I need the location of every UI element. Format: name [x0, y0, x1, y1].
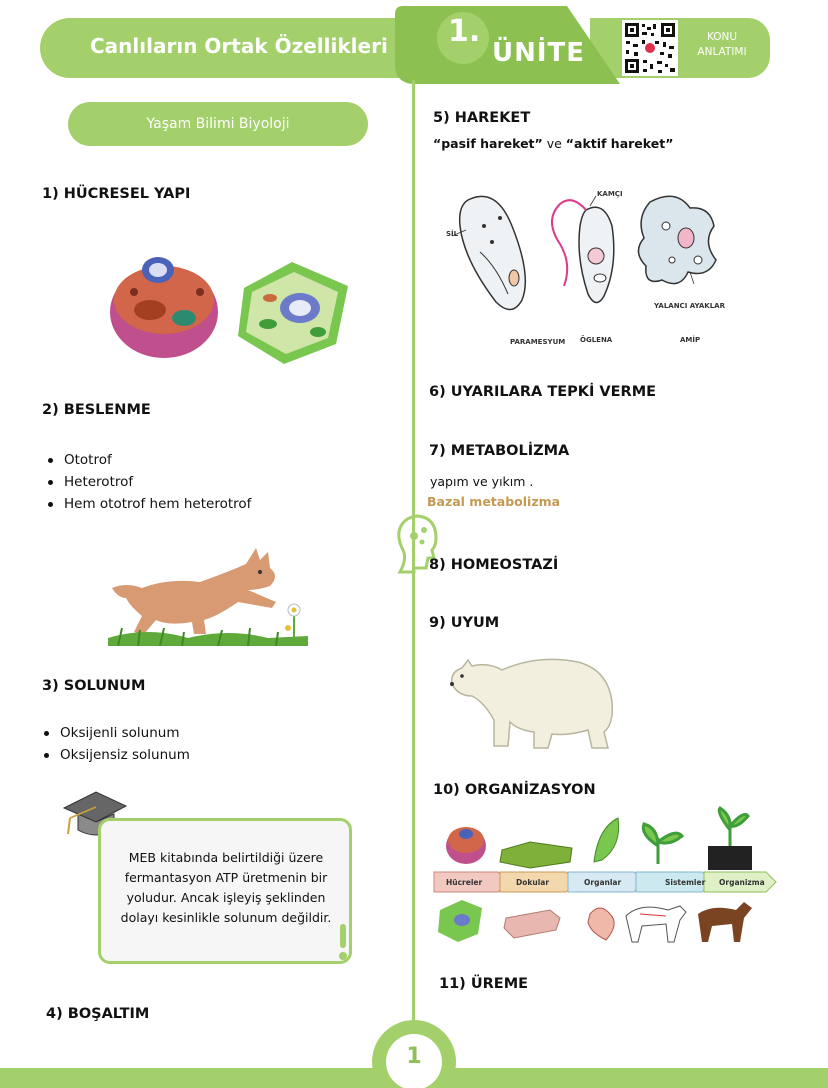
heading-organizasyon: 10) ORGANİZASYON	[433, 782, 596, 798]
org-label-hucreler: Hücreler	[446, 878, 483, 887]
list-item: Ototrof	[46, 449, 251, 471]
heading-bosaltim: 4) BOŞALTIM	[46, 1006, 150, 1022]
label-yalanci-ayaklar: YALANCI AYAKLAR	[654, 302, 725, 310]
polar-bear-illustration	[448, 650, 616, 754]
metabolizma-text: yapım ve yıkım .	[430, 474, 534, 489]
pasif-hareket: “pasif hareket”	[433, 136, 543, 151]
konu-line2: ANLATIMI	[697, 46, 747, 58]
konu-line1: KONU	[706, 31, 738, 43]
exclamation-icon	[336, 924, 350, 962]
qr-code-icon[interactable]	[622, 20, 678, 76]
heading-hucresel-yapi: 1) HÜCRESEL YAPI	[42, 186, 191, 202]
note-line: dolayı kesinlikle solunum değildir.	[120, 910, 332, 925]
org-label-organlar: Organlar	[584, 878, 622, 887]
bazal-metabolizma: Bazal metabolizma	[427, 494, 561, 509]
label-amip: AMİP	[680, 336, 701, 344]
aktif-hareket: “aktif hareket”	[565, 136, 674, 151]
heading-uyarilara-tepki: 6) UYARILARA TEPKİ VERME	[429, 384, 657, 400]
label-sil: SİL	[446, 230, 459, 238]
subject-pill: Yaşam Bilimi Biyoloji	[68, 102, 368, 146]
cat-illustration	[108, 542, 308, 646]
note-line: fermantasyon ATP üretmenin bir	[124, 870, 328, 885]
note-text	[106, 848, 346, 928]
konu-anlatimi-label	[690, 30, 754, 60]
cells-illustration	[104, 252, 360, 372]
note-line: MEB kitabında belirtildiği üzere	[128, 850, 324, 865]
org-label-dokular: Dokular	[516, 878, 550, 887]
heading-homeostazi: 8) HOMEOSTAZİ	[429, 557, 559, 573]
heading-uyum: 9) UYUM	[429, 615, 500, 631]
list-item: Oksijensiz solunum	[42, 744, 190, 766]
protists-illustration	[440, 186, 730, 336]
organization-illustration	[430, 806, 780, 946]
list-item: Heterotrof	[46, 471, 251, 493]
hareket-subline	[433, 136, 673, 151]
ve-text: ve	[542, 136, 566, 151]
org-label-organizma: Organizma	[719, 878, 765, 887]
heading-metabolizma: 7) METABOLİZMA	[429, 443, 570, 459]
unit-label: ÜNİTE	[492, 38, 586, 68]
beslenme-list	[46, 449, 251, 515]
heading-ureme: 11) ÜREME	[439, 976, 529, 992]
list-item: Oksijenli solunum	[42, 722, 190, 744]
heading-hareket: 5) HAREKET	[433, 110, 531, 126]
solunum-list	[42, 722, 190, 766]
heading-beslenme: 2) BESLENME	[42, 402, 151, 418]
label-oglena: ÖGLENA	[580, 336, 613, 344]
label-kamci: KAMÇI	[597, 190, 623, 198]
org-label-sistemler: Sistemler	[665, 878, 706, 887]
label-paramesyum: PARAMESYUM	[510, 338, 566, 346]
unit-number: 1.	[448, 14, 481, 49]
list-item: Hem ototrof hem heterotrof	[46, 493, 251, 515]
page-number: 1	[406, 1044, 422, 1069]
heading-solunum: 3) SOLUNUM	[42, 678, 146, 694]
note-line: yoludur. Ancak işleyiş şeklinden	[126, 890, 326, 905]
document-title: Canlıların Ortak Özellikleri	[90, 34, 388, 58]
